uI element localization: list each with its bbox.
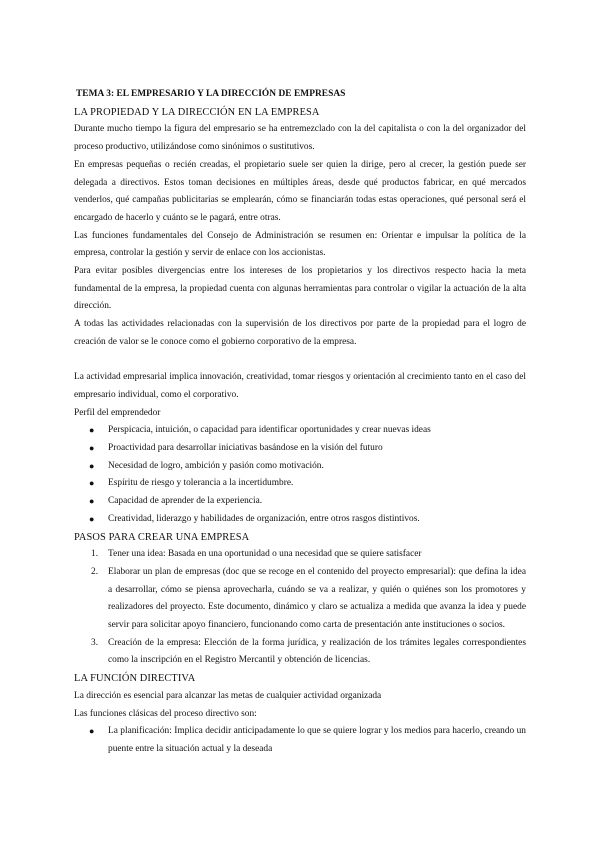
list-item-text: Espíritu de riesgo y tolerancia a la incertidumbre. xyxy=(108,478,294,489)
list-item xyxy=(74,422,526,440)
perfil-heading: Perfil del emprendedor xyxy=(74,407,161,418)
bullet-icon: ● xyxy=(89,726,95,737)
paragraph: Las funciones clásicas del proceso directivo son: xyxy=(74,708,257,719)
bullet-icon: ● xyxy=(89,496,95,507)
paragraph: En empresas pequeñas o recién creadas, el propietario suele ser quien la dirige, pero al crecer, la gestión puede ser delegada a directivos. Estos toman decisiones en múltiples áreas, desde qué productos fabricar, en qué mercados venderlos, qué campañas publicitarias se emplearán, cómo se financiarán todas estas operaciones, qué personal será el encargado de hacerlo y cuánto se le pagará, entre otras. xyxy=(74,159,526,223)
blank-line xyxy=(74,352,526,370)
list-number: 2. xyxy=(91,566,99,577)
list-item xyxy=(74,475,526,493)
list-item xyxy=(74,723,526,758)
list-item-text: Necesidad de logro, ambición y pasión como motivación. xyxy=(108,460,324,471)
paragraph: Para evitar posibles divergencias entre los intereses de los propietarios y los directivos respecto hacia la meta fundamental de la empresa, la propiedad cuenta con algunas herramientas para controlar o vigilar la actuación de la alta dirección. xyxy=(74,266,526,312)
list-item-text: Creatividad, liderazgo y habilidades de organización, entre otros rasgos distintivos. xyxy=(108,513,420,524)
list-item xyxy=(74,546,526,564)
bullet-icon: ● xyxy=(89,443,95,454)
list-number: 3. xyxy=(91,637,99,648)
document-body xyxy=(74,86,526,759)
list-item-text: Perspicacia, intuición, o capacidad para identificar oportunidades y crear nuevas ideas xyxy=(108,425,431,436)
section-heading-funcion: LA FUNCIÓN DIRECTIVA xyxy=(74,673,196,685)
pasos-list xyxy=(74,546,526,670)
list-item xyxy=(74,493,526,511)
paragraph: Durante mucho tiempo la figura del empresario se ha entremezclado con la del capitalista o con la del organizador del proceso productivo, utilizándose como sinónimos o sustitutivos. xyxy=(74,124,526,153)
section-heading-pasos: PASOS PARA CREAR UNA EMPRESA xyxy=(74,531,250,543)
bullet-icon: ● xyxy=(89,478,95,489)
list-item xyxy=(74,635,526,670)
list-item xyxy=(74,458,526,476)
document-title: TEMA 3: EL EMPRESARIO Y LA DIRECCIÓN DE EMPRESAS xyxy=(76,89,346,99)
list-item xyxy=(74,440,526,458)
list-item-text: Tener una idea: Basada en una oportunidad o una necesidad que se quiere satisfacer xyxy=(108,549,422,560)
paragraph: A todas las actividades relacionadas con la supervisión de los directivos por parte de la propiedad para el logro de creación de valor se le conoce como el gobierno corporativo de la empresa. xyxy=(74,319,526,347)
list-item xyxy=(74,511,526,529)
list-item-text: Capacidad de aprender de la experiencia. xyxy=(108,496,263,507)
list-item-text: La planificación: Implica decidir anticipadamente lo que se quiere lograr y los medios para hacerlo, creando un puente entre la situación actual y la deseada xyxy=(108,726,526,754)
paragraph: Las funciones fundamentales del Consejo de Administración se resumen en: Orientar e impulsar la política de la empresa, controlar la gestión y servir de enlace con los accionistas. xyxy=(74,230,526,259)
list-item-text: Elaborar un plan de empresas (doc que se recoge en el contenido del proyecto empresarial): que defina la idea a desarrollar, cómo se piensa aprovecharla, cuándo se va a realizar, y quién o quiénes son los promotores y realizadores del proyecto. Este documento, dinámico y claro se actualiza a medida que avanza la idea y puede servir para solicitar apoyo financiero, funcionando como carta de presentación ante instituciones o socios. xyxy=(108,566,526,631)
section-heading-propiedad: LA PROPIEDAD Y LA DIRECCIÓN EN LA EMPRESA xyxy=(74,106,320,118)
paragraph: La dirección es esencial para alcanzar las metas de cualquier actividad organizada xyxy=(74,690,382,701)
funcion-list xyxy=(74,723,526,758)
bullet-icon: ● xyxy=(89,460,95,471)
list-item-text: Creación de la empresa: Elección de la forma jurídica, y realización de los trámites legales correspondientes como la inscripción en el Registro Mercantil y obtención de licencias. xyxy=(108,637,526,666)
perfil-list xyxy=(74,422,526,528)
list-item xyxy=(74,564,526,635)
paragraph-actividad: La actividad empresarial implica innovación, creatividad, tomar riesgos y orientación al crecimiento tanto en el caso del empresario individual, como el corporativo. xyxy=(74,372,526,400)
bullet-icon: ● xyxy=(89,513,95,524)
list-item-text: Proactividad para desarrollar iniciativas basándose en la visión del futuro xyxy=(108,443,383,454)
bullet-icon: ● xyxy=(89,425,95,436)
list-number: 1. xyxy=(91,549,99,560)
